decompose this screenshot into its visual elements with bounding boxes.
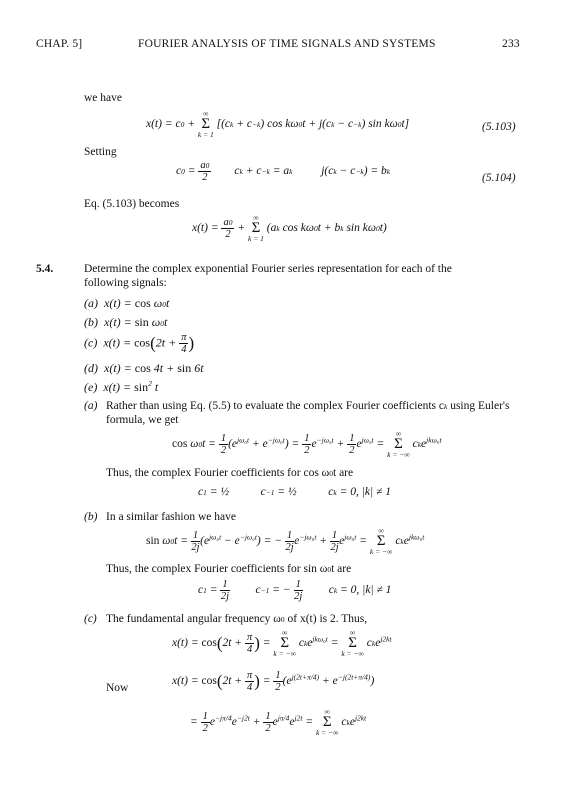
signal-b: (b) x(t) = sin ω0t <box>84 315 168 329</box>
equation-cos-euler: cos ω0t = $\frac{1}{2}$ $(e^{j\omega_0t} + e^{-j\omega_0t})$ = $\frac{1}{2}$ $e^{-j\omega_0t}$ + $\frac{1}{2}$ $e^{j\omega_0t}$ = ∞ Σ k = −∞ cke$^{jk\omega_0t}$ <box>172 429 442 459</box>
problem-statement-line1: Determine the complex exponential Fourier series representation for each of the <box>84 263 452 275</box>
equation-number-5-104: (5.104) <box>482 172 516 184</box>
equation-number-5-103: (5.103) <box>482 121 516 133</box>
text-setting: Setting <box>84 146 117 158</box>
equation-c-result: = $\frac{1}{2}$ $e^{-j\pi/4}e^{-j2t}$ + $\frac{1}{2}$ $e^{j\pi/4}e^{j2t}$ = ∞ Σ k = −∞ cke$^{j2kt}$ <box>190 707 367 737</box>
equation-5-104: c0 = $\frac{a0}{2}$ ck + c−k = ak j(ck − c−k) = bk <box>176 160 391 183</box>
signal-e: (e) $x(t) = \sin^2 t$ <box>84 379 159 394</box>
signal-d: (d) x(t) = cos 4t + sin 6t <box>84 361 204 375</box>
coefficients-cos: c1 = ½ c−1 = ½ ck = 0, |k| ≠ 1 <box>198 486 392 498</box>
equation-sin-euler: sin ω0t = $\frac{1}{2j}$ $(e^{j\omega_0t} - e^{-j\omega_0t})$ = − $\frac{1}{2j}$ $e^{-j\omega_0t}$ + $\frac{1}{2j}$ $e^{j\omega_0t}$ = ∞ Σ k = −∞ cke$^{jk\omega_0t}$ <box>146 526 425 556</box>
part-a-text1: Rather than using Eq. (5.5) to evaluate the complex Fourier coefficients ck using Euler's <box>106 400 510 412</box>
part-b-label: (b) <box>84 511 98 523</box>
thus-cos: Thus, the complex Fourier coefficients for cos ω0t are <box>106 467 354 479</box>
coefficients-sin: c1 = $\frac{1}{2j}$ c−1 = − $\frac{1}{2j}$ ck = 0, |k| ≠ 1 <box>198 579 392 602</box>
part-a-text2: formula, we get <box>106 414 179 426</box>
part-c-text: The fundamental angular frequency ω0 of x(t) is 2. Thus, <box>106 613 368 625</box>
part-c-label: (c) <box>84 613 97 625</box>
part-a-label: (a) <box>84 400 98 412</box>
problem-number: 5.4. <box>36 263 54 275</box>
thus-sin: Thus, the complex Fourier coefficients for sin ω0t are <box>106 563 352 575</box>
equation-series-real: x(t) = $\frac{a0}{2}$ + ∞ Σ k = 1 (ak cos kω0t + bk sin kω0t) <box>192 213 387 243</box>
signal-c: (c) x(t) = cos(2t + $\frac{\pi}{4}$ ) <box>84 332 195 355</box>
chapter-label: CHAP. 5] <box>36 38 83 50</box>
equation-c-series: x(t) = cos(2t + $\frac{\pi}{4}$ ) = ∞ Σ k = −∞ cke$^{jk\omega_0t}$ = ∞ Σ k = −∞ cke$^{j2kt}$ <box>172 628 392 658</box>
text-we-have: we have <box>84 92 122 104</box>
text-eq-becomes: Eq. (5.103) becomes <box>84 198 180 210</box>
part-b-text: In a similar fashion we have <box>106 511 236 523</box>
signal-a: (a) x(t) = cos ω0t <box>84 296 170 310</box>
page-number: 233 <box>502 38 520 50</box>
text-now: Now <box>106 682 129 694</box>
equation-c-expand: x(t) = cos(2t + $\frac{\pi}{4}$ ) = $\frac{1}{2}$ $(e^{j(2t+\pi/4)} + e^{-j(2t+\pi/4)})$ <box>172 670 375 693</box>
running-title: FOURIER ANALYSIS OF TIME SIGNALS AND SYSTEMS <box>138 38 436 50</box>
problem-statement-line2: following signals: <box>84 277 167 289</box>
equation-5-103: x(t) = c0 + ∞ Σ k = 1 [(ck + c−k) cos kω0t + j(ck − c−k) sin kω0t] <box>146 109 410 139</box>
